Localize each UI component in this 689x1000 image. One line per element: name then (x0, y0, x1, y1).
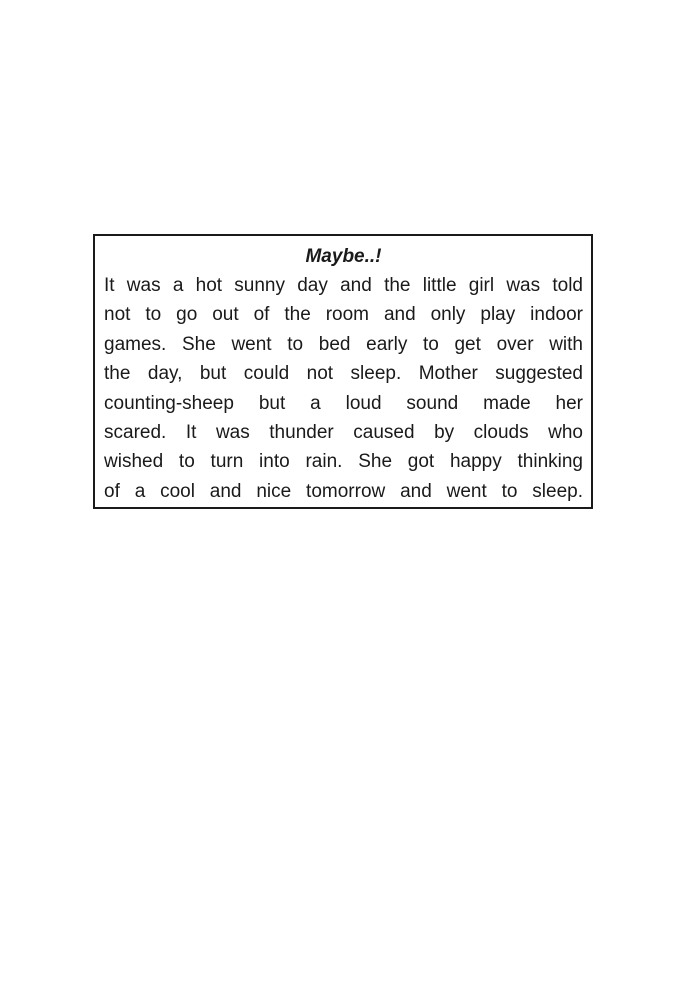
story-body (104, 271, 583, 506)
story-box (93, 234, 593, 509)
story-line-5: counting-sheep but a loud sound made her (104, 392, 583, 414)
story-line-6: scared. It was thunder caused by clouds who (104, 422, 583, 444)
story-line-3: games. She went to bed early to get over with (104, 333, 583, 355)
story-line-2: not to go out of the room and only play indoor (104, 304, 583, 326)
story-line-8: of a cool and nice tomorrow and went to sleep. (104, 480, 583, 502)
story-line-4: the day, but could not sleep. Mother suggested (104, 363, 583, 385)
story-line-7: wished to turn into rain. She got happy thinking (104, 451, 583, 473)
story-title: Maybe..! (305, 246, 382, 267)
story-line-1: It was a hot sunny day and the little girl was told (104, 275, 583, 296)
